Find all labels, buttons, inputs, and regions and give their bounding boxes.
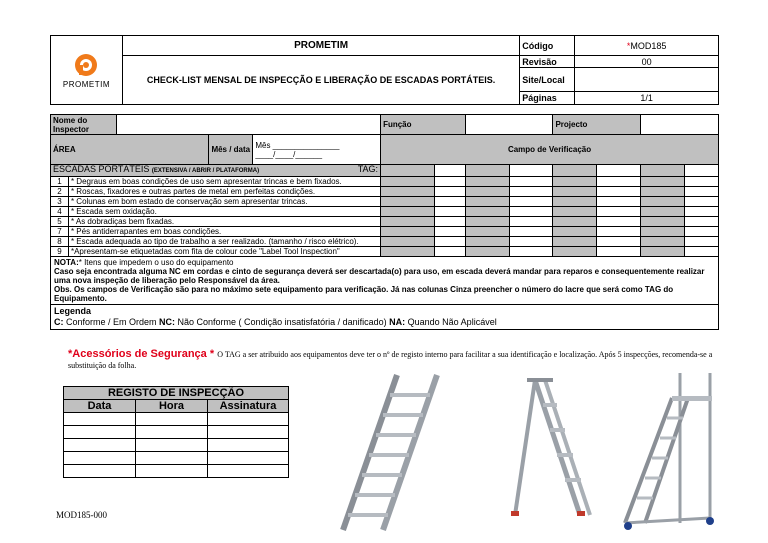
verification-cell[interactable] (553, 227, 597, 237)
logo-cell (51, 36, 123, 105)
verification-cell[interactable] (597, 187, 641, 197)
footer-code: MOD185-000 (56, 510, 107, 520)
verification-cell[interactable] (641, 207, 685, 217)
verification-cell[interactable] (509, 217, 553, 227)
verification-cell[interactable] (597, 177, 641, 187)
verification-cell[interactable] (553, 207, 597, 217)
registo-col-assinatura: Assinatura (208, 400, 289, 413)
checklist-item-row (51, 197, 719, 207)
verification-cell[interactable] (465, 187, 509, 197)
platform-ladder-image (610, 368, 720, 533)
verification-cell[interactable] (381, 207, 435, 217)
verification-cell[interactable] (465, 177, 509, 187)
tag-cell[interactable] (434, 165, 465, 177)
registo-cell[interactable] (136, 439, 208, 452)
registo-cell[interactable] (64, 413, 136, 426)
registo-col-hora: Hora (136, 400, 208, 413)
nome-label: Nome do Inspector (51, 115, 117, 135)
verification-cell[interactable] (465, 227, 509, 237)
verification-cell[interactable] (465, 207, 509, 217)
paginas-value: 1/1 (575, 92, 719, 105)
codigo-value: *MOD185 (575, 36, 719, 56)
item-number: 5 (51, 217, 69, 227)
registo-cell[interactable] (208, 439, 289, 452)
item-text: *Apresentam-se etiquetadas com fita de colour code "Label Tool Inspection" (68, 247, 380, 257)
verification-cell[interactable] (509, 207, 553, 217)
checklist-item-row (51, 227, 719, 237)
verification-cell[interactable] (553, 177, 597, 187)
checklist-item-row (51, 207, 719, 217)
checklist-item-row (51, 217, 719, 227)
verification-cell[interactable] (434, 247, 465, 257)
registo-title: REGISTO DE INSPECÇÃO (64, 387, 289, 400)
area-label: ÁREA (51, 135, 209, 165)
verification-cell[interactable] (381, 197, 435, 207)
tag-cell[interactable] (553, 165, 597, 177)
verification-cell[interactable] (509, 177, 553, 187)
verification-cell[interactable] (553, 237, 597, 247)
verification-cell[interactable] (553, 197, 597, 207)
paginas-label: Páginas (520, 92, 575, 105)
verification-cell[interactable] (641, 187, 685, 197)
item-number: 3 (51, 197, 69, 207)
section-title: ESCADAS PORTÁTEIS (EXTENSIVA / ABRIR / PLATAFORMA) TAG: (51, 165, 381, 177)
verification-cell[interactable] (434, 207, 465, 217)
verification-cell[interactable] (641, 237, 685, 247)
mes-label: Mês / data (209, 135, 253, 165)
campo-verificacao-header: Campo de Verificação (381, 135, 719, 165)
mes-date-field[interactable]: Mês _______________ ____/____/______ (253, 135, 381, 165)
safety-note: *Acessórios de Segurança * O TAG a ser atribuido aos equipamentos deve ter o nº de registo interno para facilitar a sua identificação e localização. Após 5 inspecções, recomenda-se a substituição da folha. (68, 348, 713, 370)
registo-cell[interactable] (136, 413, 208, 426)
verification-cell[interactable] (685, 177, 719, 187)
projecto-label: Projecto (553, 115, 641, 135)
item-text: * Degraus em boas condições de uso sem apresentar trincas e bem fixados. (68, 177, 380, 187)
item-number: 1 (51, 177, 69, 187)
item-text: * Escada adequada ao tipo de trabalho a ser realizado. (tamanho / risco elétrico). (68, 237, 380, 247)
verification-cell[interactable] (509, 197, 553, 207)
verification-cell[interactable] (597, 197, 641, 207)
funcao-field[interactable] (465, 115, 553, 135)
tag-cell[interactable] (641, 165, 685, 177)
verification-cell[interactable] (553, 247, 597, 257)
verification-cell[interactable] (434, 177, 465, 187)
form-title: CHECK-LIST MENSAL DE INSPECÇÃO E LIBERAÇÃO DE ESCADAS PORTÁTEIS. (122, 56, 519, 105)
verification-cell[interactable] (381, 237, 435, 247)
verification-cell[interactable] (641, 217, 685, 227)
verification-cell[interactable] (641, 247, 685, 257)
verification-cell[interactable] (685, 237, 719, 247)
verification-cell[interactable] (509, 227, 553, 237)
projecto-field[interactable] (641, 115, 719, 135)
verification-cell[interactable] (553, 187, 597, 197)
registo-cell[interactable] (208, 426, 289, 439)
site-value[interactable] (575, 68, 719, 92)
revisao-value: 00 (575, 56, 719, 68)
verification-cell[interactable] (685, 207, 719, 217)
verification-cell[interactable] (434, 187, 465, 197)
tag-cell[interactable] (465, 165, 509, 177)
registo-cell[interactable] (64, 452, 136, 465)
verification-cell[interactable] (381, 247, 435, 257)
logo-text: PROMETIM (62, 79, 111, 89)
verification-cell[interactable] (509, 247, 553, 257)
item-text: * Pés antiderrapantes em boas condições. (68, 227, 380, 237)
verification-cell[interactable] (685, 217, 719, 227)
item-text: * Colunas em bom estado de conservação sem apresentar trincas. (68, 197, 380, 207)
nome-field[interactable] (116, 115, 380, 135)
verification-cell[interactable] (641, 197, 685, 207)
verification-cell[interactable] (434, 217, 465, 227)
item-rows (51, 177, 719, 257)
verification-cell[interactable] (685, 197, 719, 207)
checklist-item-row (51, 177, 719, 187)
item-text: * Roscas, fixadores e outras partes de metal em perfeitas condições. (68, 187, 380, 197)
tag-cell[interactable] (381, 165, 435, 177)
tag-cell[interactable] (597, 165, 641, 177)
registo-cell[interactable] (136, 465, 208, 478)
verification-cell[interactable] (685, 227, 719, 237)
item-number: 8 (51, 237, 69, 247)
verification-cell[interactable] (465, 197, 509, 207)
registo-cell[interactable] (208, 452, 289, 465)
revisao-label: Revisão (520, 56, 575, 68)
verification-cell[interactable] (509, 237, 553, 247)
verification-cell[interactable] (465, 247, 509, 257)
verification-cell[interactable] (434, 227, 465, 237)
verification-cell[interactable] (597, 217, 641, 227)
verification-cell[interactable] (434, 197, 465, 207)
codigo-label: Código (520, 36, 575, 56)
checklist-table (50, 114, 719, 330)
registo-cell[interactable] (64, 465, 136, 478)
verification-cell[interactable] (641, 227, 685, 237)
verification-cell[interactable] (685, 247, 719, 257)
verification-cell[interactable] (597, 237, 641, 247)
verification-cell[interactable] (381, 217, 435, 227)
registo-cell[interactable] (64, 439, 136, 452)
verification-cell[interactable] (597, 227, 641, 237)
site-label: Site/Local (520, 68, 575, 92)
verification-cell[interactable] (685, 187, 719, 197)
registo-cell[interactable] (208, 465, 289, 478)
item-number: 2 (51, 187, 69, 197)
item-number: 9 (51, 247, 69, 257)
registo-cell[interactable] (136, 426, 208, 439)
verification-cell[interactable] (641, 177, 685, 187)
verification-cell[interactable] (509, 187, 553, 197)
verification-cell[interactable] (597, 247, 641, 257)
step-ladder-image (505, 375, 595, 520)
verification-cell[interactable] (465, 217, 509, 227)
verification-cell[interactable] (434, 237, 465, 247)
notes-block: NOTA:* Itens que impedem o uso do equipamento Caso seja encontrada alguma NC em cordas e cinto de segurança deverá ser descartada(o) para uso, em escada deverá mandar para reparos e consequentemente realizar uma nova inspeção de liberação pelo Responsável da área. Obs. Os campos de Verificação são para no máximo sete equipamento para verificação. Já nas colunas Cinza preencher o número do lacre que será como TAG do Equipamento. (51, 257, 719, 305)
verification-cell[interactable] (381, 177, 435, 187)
registo-cell[interactable] (136, 452, 208, 465)
legenda-block: Legenda C: Conforme / Em Ordem NC: Não Conforme ( Condição insatisfatória / danificado) NA: Quando Não Aplicável (51, 305, 719, 330)
tag-cell[interactable] (685, 165, 719, 177)
item-text: * Escada sem oxidação. (68, 207, 380, 217)
extension-ladder-image (335, 370, 445, 535)
item-number: 4 (51, 207, 69, 217)
checklist-item-row (51, 187, 719, 197)
item-number: 7 (51, 227, 69, 237)
funcao-label: Função (381, 115, 466, 135)
verification-cell[interactable] (381, 227, 435, 237)
verification-cell[interactable] (465, 237, 509, 247)
company-name: PROMETIM (122, 36, 519, 56)
tag-cell[interactable] (509, 165, 553, 177)
checklist-item-row (51, 247, 719, 257)
registo-col-data: Data (64, 400, 136, 413)
prometim-logo-icon (71, 52, 101, 78)
header-table (50, 35, 719, 105)
verification-cell[interactable] (381, 187, 435, 197)
registo-table (63, 386, 289, 478)
registo-cell[interactable] (208, 413, 289, 426)
item-text: * As dobradiças bem fixadas. (68, 217, 380, 227)
verification-cell[interactable] (597, 207, 641, 217)
checklist-item-row (51, 237, 719, 247)
verification-cell[interactable] (553, 217, 597, 227)
registo-cell[interactable] (64, 426, 136, 439)
